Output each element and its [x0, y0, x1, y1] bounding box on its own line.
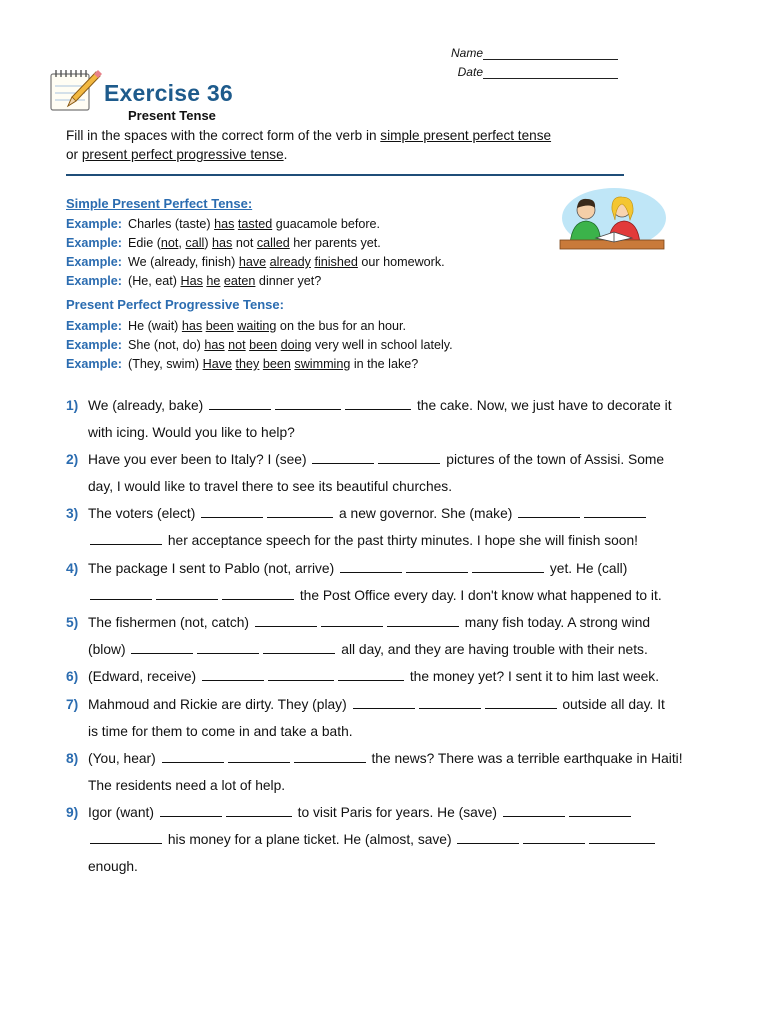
example-row: Example: (He, eat) Has he eaten dinner yet? [66, 274, 322, 288]
answer-blank[interactable] [267, 503, 333, 518]
answer-blank[interactable] [338, 666, 404, 681]
notepad-pencil-icon [48, 66, 102, 114]
instructions: Fill in the spaces with the correct form of the verb in simple present perfect tense or present perfect progressive tense. [66, 128, 552, 162]
answer-blank[interactable] [294, 748, 366, 763]
example-row: Example: (They, swim) Have they been swimming in the lake? [66, 357, 419, 371]
question-1: 1) We (already, bake) the cake. Now, we just have to decorate it with icing. Would you like to help? [66, 392, 726, 446]
answer-blank[interactable] [419, 694, 481, 709]
answer-blank[interactable] [90, 585, 152, 600]
answer-blank[interactable] [472, 558, 544, 573]
answer-blank[interactable] [162, 748, 224, 763]
answer-blank[interactable] [268, 666, 334, 681]
section-heading-simple: Simple Present Perfect Tense: [66, 196, 253, 211]
answer-blank[interactable] [406, 558, 468, 573]
exercise-title: Exercise 36 [104, 80, 233, 106]
question-5: 5) The fishermen (not, catch) many fish today. A strong wind (blow) all day, and they are having trouble with their nets. [66, 609, 726, 663]
question-4: 4) The package I sent to Pablo (not, arrive) yet. He (call) the Post Office every day. I don't know what happened to it. [66, 555, 726, 609]
answer-blank[interactable] [353, 694, 415, 709]
answer-blank[interactable] [321, 612, 383, 627]
answer-blank[interactable] [197, 639, 259, 654]
answer-blank[interactable] [131, 639, 193, 654]
question-8: 8) (You, hear) the news? There was a terrible earthquake in Haiti! The residents need a lot of help. [66, 745, 726, 799]
answer-blank[interactable] [226, 802, 292, 817]
answer-blank[interactable] [275, 395, 341, 410]
date-label: Date [457, 65, 483, 79]
example-row: Example: Edie (not, call) has not called her parents yet. [66, 236, 381, 250]
question-3: 3) The voters (elect) a new governor. She (make) her acceptance speech for the past thirty minutes. I hope she will finish soon! [66, 500, 726, 554]
answer-blank[interactable] [523, 829, 585, 844]
answer-blank[interactable] [569, 802, 631, 817]
children-reading-illustration [556, 186, 668, 256]
question-6: 6) (Edward, receive) the money yet? I sent it to him last week. [66, 663, 726, 690]
answer-blank[interactable] [387, 612, 459, 627]
answer-blank[interactable] [378, 449, 440, 464]
answer-blank[interactable] [340, 558, 402, 573]
answer-blank[interactable] [156, 585, 218, 600]
example-row: Example: We (already, finish) have already finished our homework. [66, 255, 445, 269]
answer-blank[interactable] [255, 612, 317, 627]
subtitle: Present Tense [128, 108, 216, 123]
answer-blank[interactable] [485, 694, 557, 709]
question-9: 9) Igor (want) to visit Paris for years. He (save) his money for a plane ticket. He (almost, save) enough. [66, 799, 726, 880]
answer-blank[interactable] [518, 503, 580, 518]
answer-blank[interactable] [345, 395, 411, 410]
date-field[interactable] [458, 65, 618, 79]
name-field[interactable] [451, 46, 618, 60]
name-blank[interactable] [483, 47, 618, 60]
example-row: Example: He (wait) has been waiting on the bus for an hour. [66, 319, 406, 333]
question-2: 2) Have you ever been to Italy? I (see) pictures of the town of Assisi. Some day, I would like to travel there to see its beautiful churches. [66, 446, 726, 500]
name-label: Name [450, 46, 483, 60]
answer-blank[interactable] [201, 503, 263, 518]
answer-blank[interactable] [90, 530, 162, 545]
answer-blank[interactable] [90, 829, 162, 844]
answer-blank[interactable] [584, 503, 646, 518]
answer-blank[interactable] [263, 639, 335, 654]
answer-blank[interactable] [160, 802, 222, 817]
answer-blank[interactable] [222, 585, 294, 600]
answer-blank[interactable] [202, 666, 264, 681]
example-row: Example: Charles (taste) has tasted guacamole before. [66, 217, 381, 231]
date-blank[interactable] [483, 66, 618, 79]
example-row: Example: She (not, do) has not been doing very well in school lately. [66, 338, 453, 352]
answer-blank[interactable] [503, 802, 565, 817]
answer-blank[interactable] [228, 748, 290, 763]
section-heading-progressive: Present Perfect Progressive Tense: [66, 297, 284, 312]
answer-blank[interactable] [589, 829, 655, 844]
answer-blank[interactable] [457, 829, 519, 844]
divider [66, 174, 624, 176]
question-7: 7) Mahmoud and Rickie are dirty. They (play) outside all day. It is time for them to come in and take a bath. [66, 691, 726, 745]
answer-blank[interactable] [209, 395, 271, 410]
answer-blank[interactable] [312, 449, 374, 464]
